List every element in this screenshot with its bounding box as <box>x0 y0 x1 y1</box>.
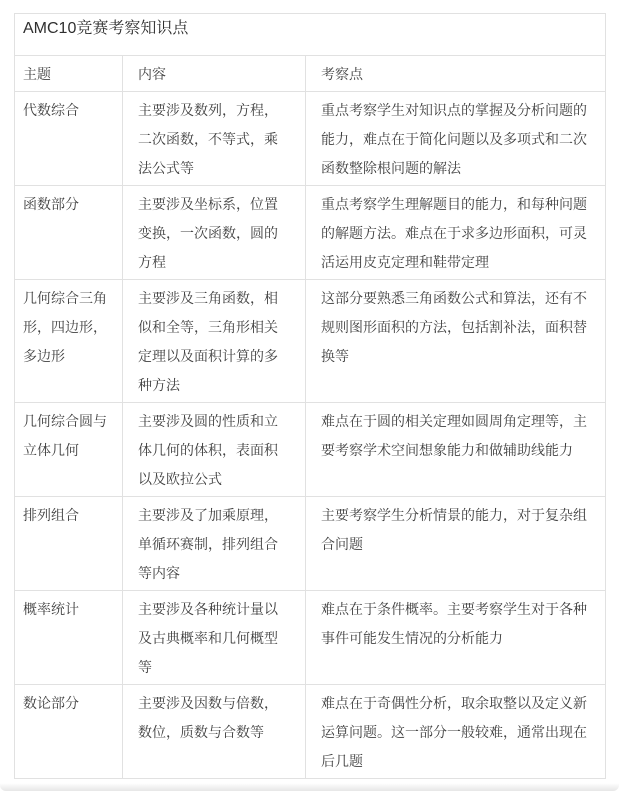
cell-points: 难点在于圆的相关定理如圆周角定理等，主要考察学术空间想象能力和做辅助线能力 <box>306 403 606 497</box>
table-row <box>15 497 606 591</box>
cell-content: 主要涉及因数与倍数，数位，质数与合数等 <box>123 685 306 779</box>
cell-content: 主要涉及各种统计量以及古典概率和几何概型等 <box>123 591 306 685</box>
column-header-content: 内容 <box>123 56 306 92</box>
cell-points: 重点考察学生理解题目的能力，和每种问题的解题方法。难点在于求多边形面积，可灵活运用皮克定理和鞋带定理 <box>306 186 606 280</box>
cell-content: 主要涉及三角函数，相似和全等，三角形相关定理以及面积计算的多种方法 <box>123 280 306 403</box>
table-row <box>15 186 606 280</box>
column-header-topic: 主题 <box>15 56 123 92</box>
table-row <box>15 591 606 685</box>
cell-topic: 代数综合 <box>15 92 123 186</box>
cell-topic: 数论部分 <box>15 685 123 779</box>
column-header-points: 考察点 <box>306 56 606 92</box>
cell-points: 主要考察学生分析情景的能力，对于复杂组合问题 <box>306 497 606 591</box>
cell-content: 主要涉及圆的性质和立体几何的体积，表面积以及欧拉公式 <box>123 403 306 497</box>
cell-content: 主要涉及了加乘原理，单循环赛制，排列组合等内容 <box>123 497 306 591</box>
cell-points: 难点在于条件概率。主要考察学生对于各种事件可能发生情况的分析能力 <box>306 591 606 685</box>
table-row <box>15 280 606 403</box>
knowledge-points-table <box>14 13 606 779</box>
table-row <box>15 685 606 779</box>
cell-topic: 几何综合三角形，四边形，多边形 <box>15 280 123 403</box>
table-row <box>15 92 606 186</box>
header-row <box>15 56 606 92</box>
cell-content: 主要涉及坐标系，位置变换，一次函数，圆的方程 <box>123 186 306 280</box>
cell-topic: 概率统计 <box>15 591 123 685</box>
cell-topic: 几何综合圆与立体几何 <box>15 403 123 497</box>
cell-points: 难点在于奇偶性分析，取余取整以及定义新运算问题。这一部分一般较难，通常出现在后几题 <box>306 685 606 779</box>
cell-topic: 函数部分 <box>15 186 123 280</box>
title-row <box>15 14 606 56</box>
cell-topic: 排列组合 <box>15 497 123 591</box>
cell-points: 这部分要熟悉三角函数公式和算法，还有不规则图形面积的方法，包括割补法，面积替换等 <box>306 280 606 403</box>
cell-points: 重点考察学生对知识点的掌握及分析问题的能力，难点在于简化问题以及多项式和二次函数整除根问题的解法 <box>306 92 606 186</box>
table-title: AMC10竞赛考察知识点 <box>15 14 606 56</box>
bottom-shadow <box>0 783 619 791</box>
cell-content: 主要涉及数列，方程，二次函数，不等式，乘法公式等 <box>123 92 306 186</box>
table-row <box>15 403 606 497</box>
